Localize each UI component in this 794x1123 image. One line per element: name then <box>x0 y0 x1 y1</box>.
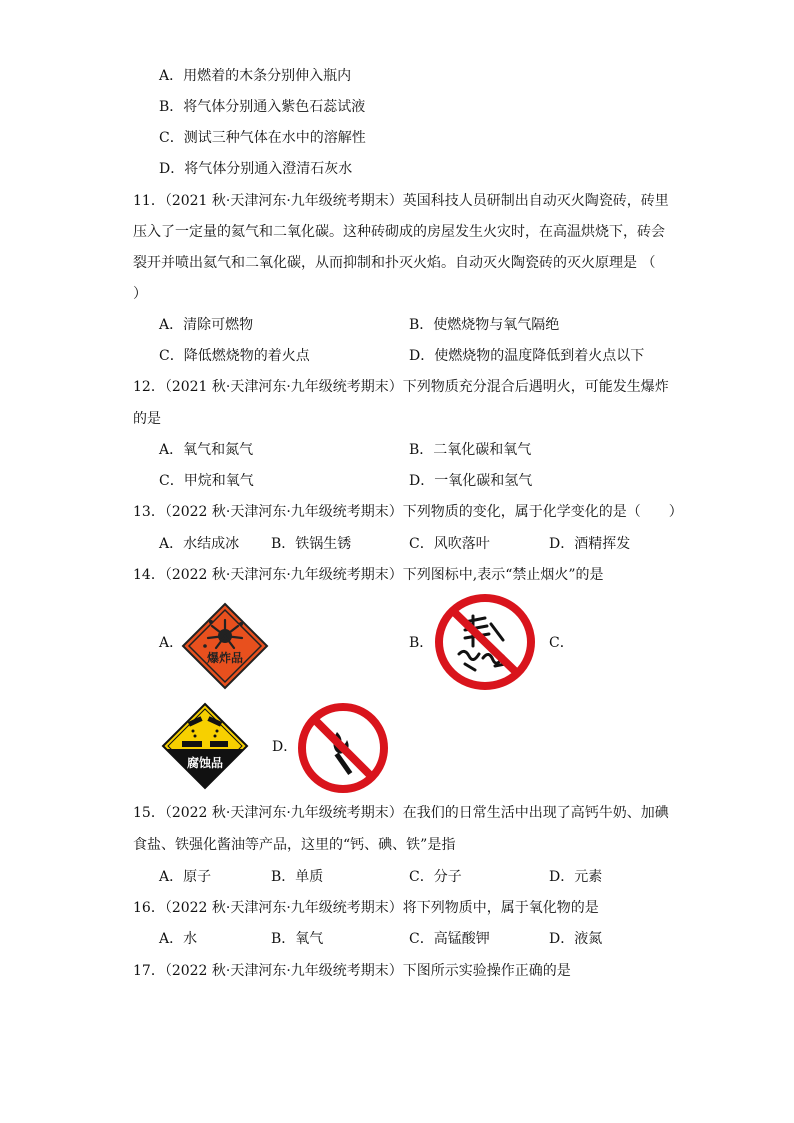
q13-option-a: A．水结成冰 <box>159 536 240 552</box>
q10-option-d: D．将气体分别通入澄清石灰水 <box>159 161 353 177</box>
q16-option-b: B．氧气 <box>271 931 324 947</box>
explosive-sign-text: 爆炸品 <box>206 651 244 665</box>
q11-option-b: B．使燃烧物与氧气隔绝 <box>409 317 560 333</box>
q12-stem-line-1: 12．（2021 秋·天津河东·九年级统考期末）下列物质充分混合后遇明火，可能发生爆炸 <box>133 379 669 395</box>
q12-option-a: A．氧气和氮气 <box>159 442 254 458</box>
q17-stem: 17．（2022 秋·天津河东·九年级统考期末）下图所示实验操作正确的是 <box>133 963 571 979</box>
q16-option-c: C．高锰酸钾 <box>409 931 490 947</box>
q11-stem-line-2: 压入了一定量的氦气和二氧化碳。这种砖砌成的房屋发生火灾时，在高温烘烧下，砖会 <box>133 224 665 240</box>
q13-option-d: D．酒精挥发 <box>549 536 631 552</box>
q16-option-d: D．液氮 <box>549 931 603 947</box>
q14-label-c: C． <box>549 635 574 651</box>
q15-option-a: A．原子 <box>159 869 212 885</box>
q14-label-a: A． <box>159 635 184 651</box>
no-open-flame-sign-icon <box>297 702 389 794</box>
q15-option-c: C．分子 <box>409 869 462 885</box>
q16-option-a: A．水 <box>159 931 198 947</box>
q15-stem-line-1: 15．（2022 秋·天津河东·九年级统考期末）在我们的日常生活中出现了高钙牛奶、加碘 <box>133 805 669 821</box>
q12-option-d: D．一氧化碳和氢气 <box>409 473 533 489</box>
q12-stem-line-2: 的是 <box>133 411 161 427</box>
q11-stem-line-1: 11．（2021 秋·天津河东·九年级统考期末）英国科技人员研制出自动灭火陶瓷砖，砖里 <box>133 193 669 209</box>
q11-option-a: A．清除可燃物 <box>159 317 254 333</box>
q14-stem: 14．（2022 秋·天津河东·九年级统考期末）下列图标中,表示“禁止烟火”的是 <box>133 567 604 583</box>
q10-option-a: A．用燃着的木条分别伸入瓶内 <box>159 68 352 84</box>
corrosive-sign-text: 腐蚀品 <box>186 756 224 770</box>
q11-option-d: D．使燃烧物的温度降低到着火点以下 <box>409 348 645 364</box>
q13-stem: 13．（2022 秋·天津河东·九年级统考期末）下列物质的变化，属于化学变化的是（ ） <box>133 504 683 520</box>
corrosive-sign-icon <box>160 701 250 791</box>
q14-label-d: D． <box>272 739 298 755</box>
q15-option-d: D．元素 <box>549 869 603 885</box>
no-burning-debris-sign-icon <box>435 594 535 690</box>
q16-stem: 16．（2022 秋·天津河东·九年级统考期末）将下列物质中，属于氧化物的是 <box>133 900 599 916</box>
q10-option-c: C．测试三种气体在水中的溶解性 <box>159 130 366 146</box>
q14-label-b: B． <box>409 635 434 651</box>
q13-option-c: C．风吹落叶 <box>409 536 490 552</box>
q15-stem-line-2: 食盐、铁强化酱油等产品，这里的“钙、碘、铁”是指 <box>133 837 456 853</box>
q10-option-b: B．将气体分别通入紫色石蕊试液 <box>159 99 366 115</box>
q12-option-c: C．甲烷和氧气 <box>159 473 254 489</box>
q12-option-b: B．二氧化碳和氧气 <box>409 442 532 458</box>
q13-option-b: B．铁锅生锈 <box>271 536 352 552</box>
q11-option-c: C．降低燃烧物的着火点 <box>159 348 310 364</box>
q15-option-b: B．单质 <box>271 869 324 885</box>
q11-stem-line-3: 裂开并喷出氦气和二氧化碳，从而抑制和扑灭火焰。自动灭火陶瓷砖的灭火原理是 （ <box>133 255 656 271</box>
q11-stem-line-4: ） <box>133 286 147 302</box>
explosive-sign-icon <box>181 602 269 690</box>
